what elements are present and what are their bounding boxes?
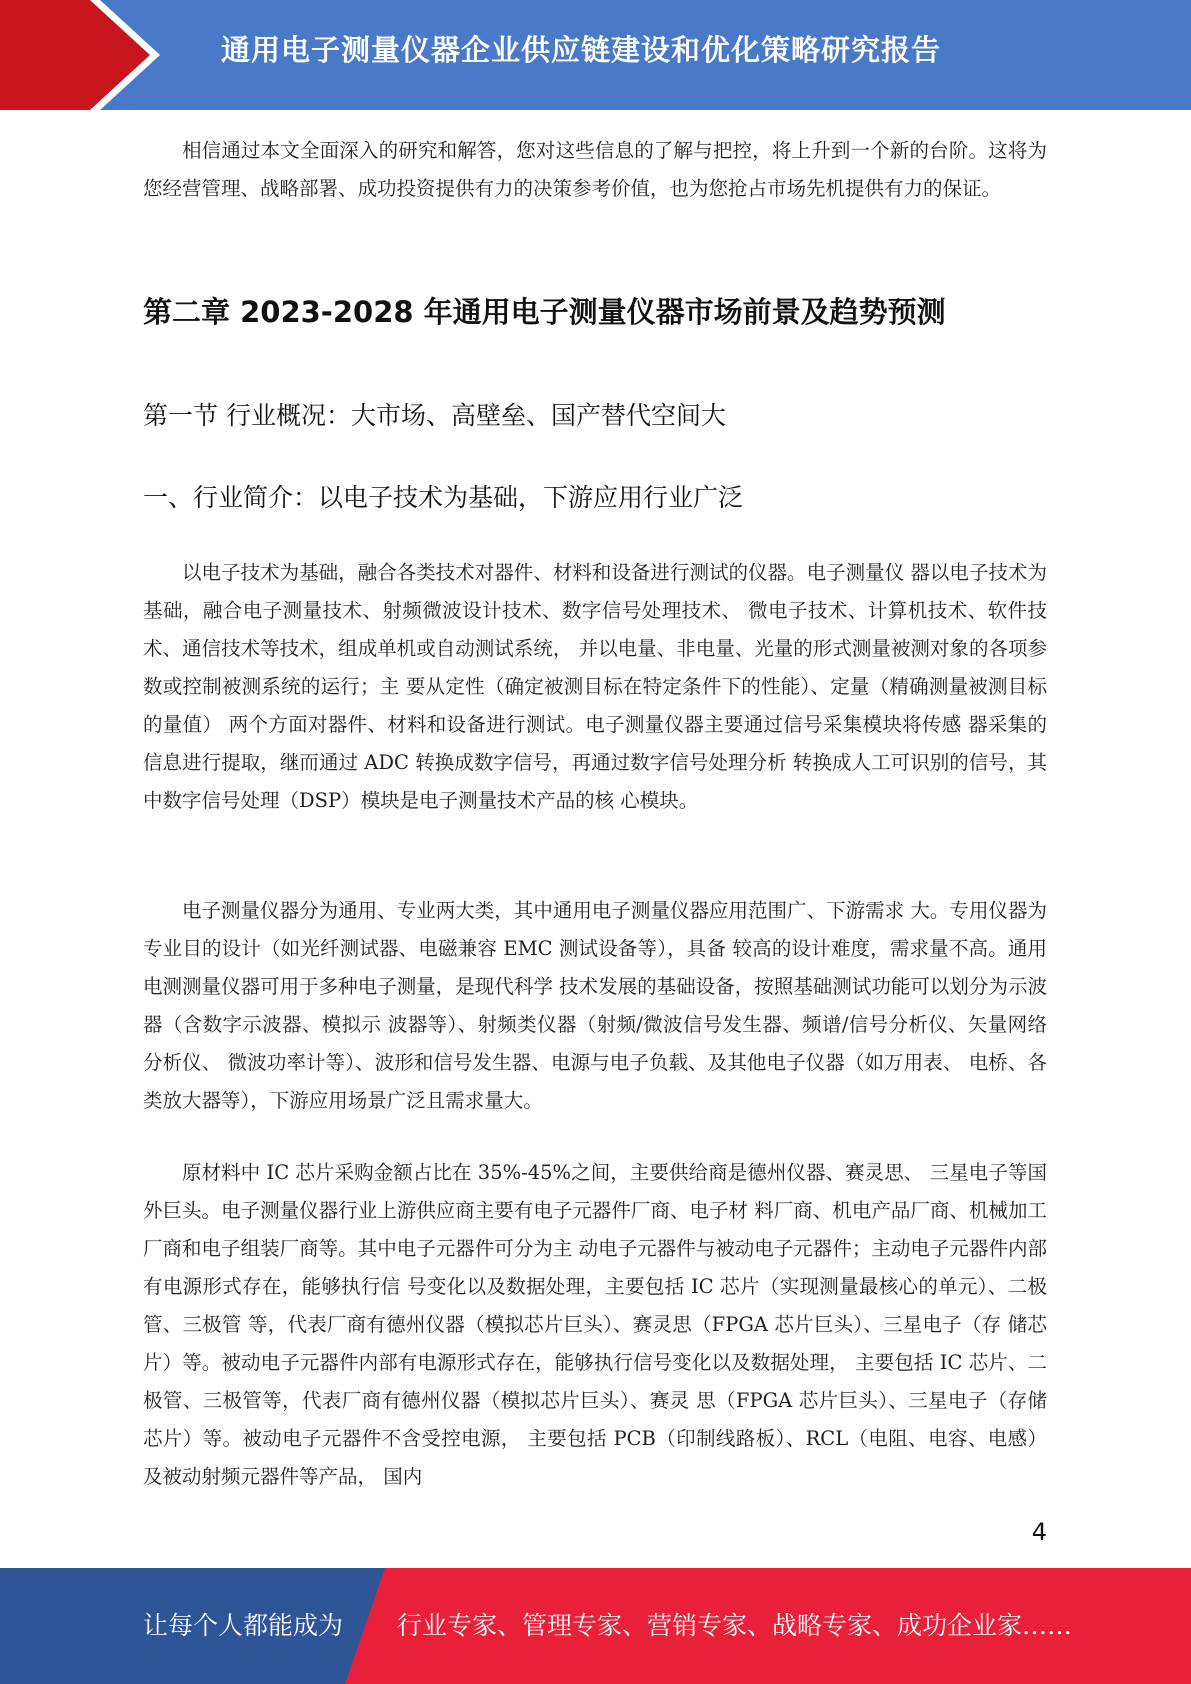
page-number: 4 bbox=[1031, 1518, 1047, 1546]
footer-slogan-left: 让每个人都能成为 bbox=[143, 1611, 344, 1640]
body-paragraph: 以电子技术为基础，融合各类技术对器件、材料和设备进行测试的仪器。电子测量仪 器以电子技术为基础，融合电子测量技术、射频微波设计技术、数字信号处理技术、 微电子技术、计算机技术、软件技术、通信技术等技术，组成单机或自动测试系统， 并以电量、非电量、光量的形式测量被测对象的各项参数或控制被测系统的运行；主 要从定性（确定被测目标在特定条件下的性能）、定量（精确测量被测目标的量值） 两个方面对器件、材料和设备进行测试。电子测量仪器主要通过信号采集模块将传感 器采集的信息进行提取，继而通过 ADC 转换成数字信号，再通过数字信号处理分析 转换成人工可识别的信号，其中数字信号处理（DSP）模块是电子测量技术产品的核 心模块。 bbox=[143, 561, 1047, 812]
intro-paragraph: 相信通过本文全面深入的研究和解答，您对这些信息的了解与把控，将上升到一个新的台阶。这将为您经营管理、战略部署、成功投资提供有力的决策参考价值，也为您抢占市场先机提供有力的保证。 bbox=[143, 139, 1047, 200]
header-title: 通用电子测量仪器企业供应链建设和优化策略研究报告 bbox=[221, 33, 942, 67]
subsection-heading: 一、行业简介：以电子技术为基础，下游应用行业广泛 bbox=[143, 483, 744, 512]
body-paragraph: 原材料中 IC 芯片采购金额占比在 35%-45%之间，主要供给商是德州仪器、赛灵思、 三星电子等国外巨头。电子测量仪器行业上游供应商主要有电子元器件厂商、电子材 料厂商、机电产品厂商、机械加工厂商和电子组装厂商等。其中电子元器件可分为主 动电子元器件与被动电子元器件；主动电子元器件内部有电源形式存在，能够执行信 号变化以及数据处理，主要包括 IC 芯片（实现测量最核心的单元）、二极管、三极管 等，代表厂商有德州仪器（模拟芯片巨头）、赛灵思（FPGA 芯片巨头）、三星电子（存 储芯片）等。被动电子元器件内部有电源形式存在，能够执行信号变化以及数据处理， 主要包括 IC 芯片、二极管、三极管等，代表厂商有德州仪器（模拟芯片巨头）、赛灵 思（FPGA 芯片巨头）、三星电子（存储芯片）等。被动电子元器件不含受控电源， 主要包括 PCB（印制线路板）、RCL（电阻、电容、电感）及被动射频元器件等产品， 国内 bbox=[143, 1161, 1047, 1488]
page-header bbox=[0, 0, 1191, 110]
page-footer bbox=[0, 1568, 1191, 1684]
section-heading: 第一节 行业概况：大市场、高壁垒、国产替代空间大 bbox=[143, 401, 726, 430]
chapter-heading: 第二章 2023-2028 年通用电子测量仪器市场前景及趋势预测 bbox=[143, 295, 946, 329]
body-paragraph: 电子测量仪器分为通用、专业两大类，其中通用电子测量仪器应用范围广、下游需求 大。专用仪器为专业目的设计（如光纤测试器、电磁兼容 EMC 测试设备等），具备 较高的设计难度，需求量不高。通用电测测量仪器可用于多种电子测量，是现代科学 技术发展的基础设备，按照基础测试功能可以划分为示波器（含数字示波器、模拟示 波器等）、射频类仪器（射频/微波信号发生器、频谱/信号分析仪、矢量网络分析仪、 微波功率计等）、波形和信号发生器、电源与电子负载、及其他电子仪器（如万用表、 电桥、各类放大器等），下游应用场景广泛且需求量大。 bbox=[143, 899, 1047, 1112]
footer-slogan-right: 行业专家、管理专家、营销专家、战略专家、成功企业家…… bbox=[397, 1611, 1073, 1640]
